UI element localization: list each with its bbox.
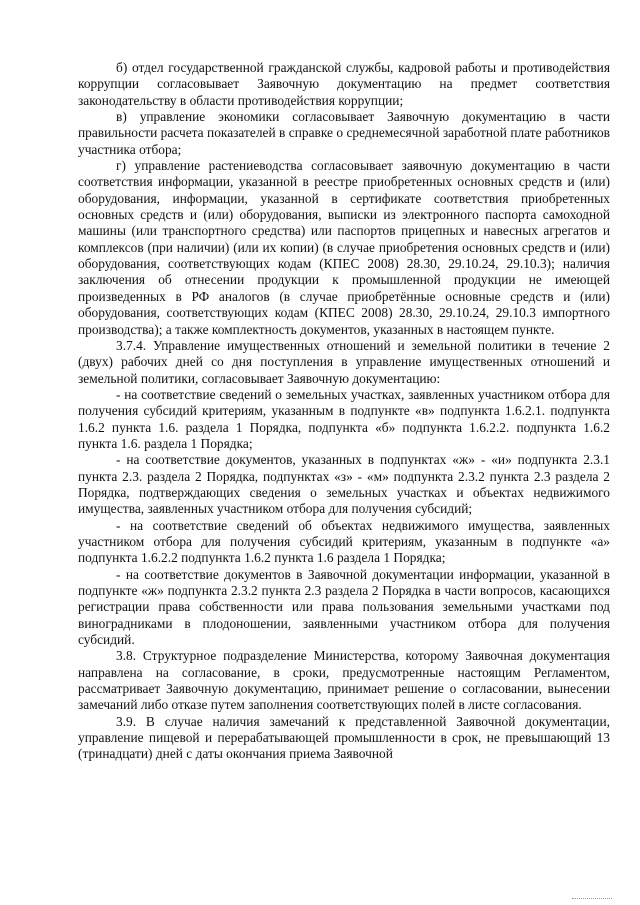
list-item-vineyards: - на соответствие документов в Заявочной документации информации, указанной в подпункте «ж» подпункта 2.3.2 пункта 2.3 раздела 2 Порядка в части вопросов, касающихся регистрации права собственности или права пользования земельными участками под виноградниками в плодоношении, заявленными участником отбора для получения субсидий. (78, 566, 610, 648)
list-item-land-plots: - на соответствие сведений о земельных участках, заявленных участником отбора для получения субсидий критериям, указанным в подпункте «в» подпункта 1.6.2.1. подпункта 1.6.2 пункта 1.6. раздела 1 Порядка, подпункта «б» подпункта 1.6.2.2. подпункта 1.6.2 пункта 1.6. раздела 1 Порядка; (78, 386, 610, 451)
paragraph-3-7-4: 3.7.4. Управление имущественных отношений и земельной политики в течение 2 (двух) рабочих дней со дня поступления в управление имущественных отношений и земельной политики, согласовывает Заявочную документацию: (78, 337, 610, 386)
page-footer-mark (572, 894, 612, 899)
paragraph-v-economics: в) управление экономики согласовывает Заявочную документацию в части правильности расчета показателей в справке о среднемесячной заработной плате работников участника отбора; (78, 109, 610, 157)
paragraph-3-8: 3.8. Структурное подразделение Министерства, которому Заявочная документация направлена на согласование, в сроки, предусмотренные настоящим Регламентом, рассматривает Заявочную документацию, принимает решение о согласовании, вынесении замечаний либо отказе путем заполнения соответствующих полей в листе согласования. (78, 648, 610, 713)
paragraph-b-anticorruption: б) отдел государственной гражданской службы, кадровой работы и противодействия коррупции согласовывает Заявочную документацию на предмет соответствия законодательству в области противодействия коррупции; (78, 60, 610, 108)
paragraph-3-9: 3.9. В случае наличия замечаний к представленной Заявочной документации, управление пищевой и перерабатывающей промышленности в срок, не превышающий 13 (тринадцати) дней с даты окончания приема Заявочной (78, 713, 610, 762)
list-item-real-estate: - на соответствие сведений об объектах недвижимого имущества, заявленных участником отбора для получения субсидий критериям, указанным в подпункте «а» подпункта 1.6.2.2 подпункта 1.6.2 пункта 1.6 раздела 1 Порядка; (78, 517, 610, 566)
paragraph-g-crop-production: г) управление растениеводства согласовывает заявочную документацию в части соответствия информации, указанной в реестре приобретенных основных средств и (или) оборудования, информации, указанной в сертификате соответствия приобретенных основных средств и (или) оборудования, выписки из электронного паспорта самоходной машины (или транспортного средства) или паспортов прицепных и навесных агрегатов и комплексов (при наличии) (или их копии) (в случае приобретения основных средств и (или) оборудования, соответствующих кодам (КПЕС 2008) 28.30, 29.10.24, 29.10.3); наличия заключения об отнесении продукции к промышленной продукции не имеющей произведенных в РФ аналогов (в случае приобретённые основные средств и (или) оборудования, соответствующих кодам (КПЕС 2008) 28.30, 29.10.24, 29.10.3 импортного производства); а также комплектность документов, указанных в настоящем пункте. (78, 158, 610, 337)
list-item-documents: - на соответствие документов, указанных в подпунктах «ж» - «и» подпункта 2.3.1 пункта 2.3. раздела 2 Порядка, подпунктах «з» - «м» подпункта 2.3.2 пункта 2.3 раздела 2 Порядка, подтверждающих сведения о земельных участках и объектах недвижимого имущества, заявленных участником отбора для получения субсидий; (78, 452, 610, 517)
document-body (78, 60, 610, 763)
